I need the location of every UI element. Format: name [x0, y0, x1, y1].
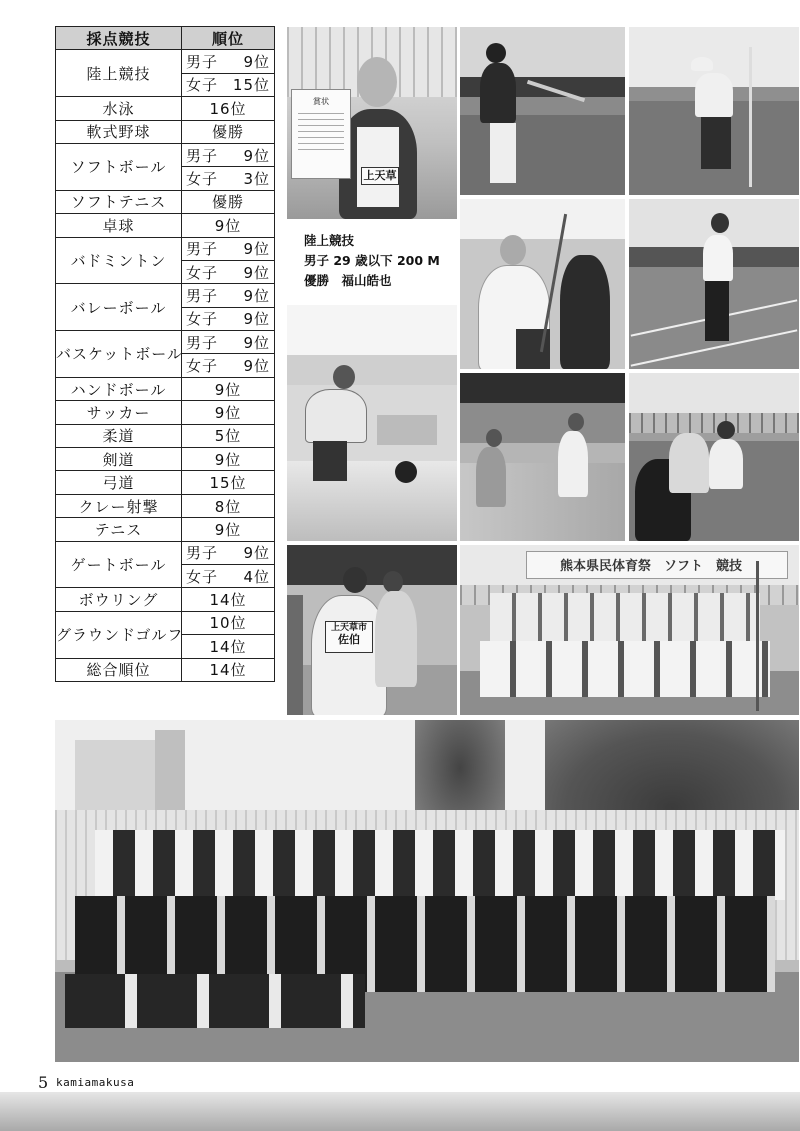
event-name: テニス — [56, 518, 182, 541]
gender-label: 女子 — [185, 170, 218, 189]
event-name: 総合順位 — [56, 658, 182, 681]
runner-bib: 上天草 — [361, 167, 399, 185]
gender-rank-cell — [182, 167, 275, 190]
rank-value: 9位 — [243, 544, 270, 563]
certificate: 賞状 — [291, 89, 351, 179]
gender-rank-cell — [182, 331, 275, 354]
event-name: ボウリング — [56, 588, 182, 611]
gender-rank-cell — [182, 284, 275, 307]
table-row — [56, 588, 275, 611]
rank-value: 5位 — [182, 424, 275, 447]
magazine-name: kamiamakusa — [56, 1076, 135, 1089]
footer-band — [0, 1092, 800, 1131]
table-row — [56, 237, 275, 260]
table-row — [56, 471, 275, 494]
table-row — [56, 331, 275, 354]
table-row — [56, 401, 275, 424]
event-name: 弓道 — [56, 471, 182, 494]
gender-label: 女子 — [185, 76, 218, 95]
rank-value: 9位 — [243, 263, 270, 282]
event-name: 剣道 — [56, 448, 182, 471]
rank-value: 10位 — [182, 611, 275, 634]
table-row — [56, 50, 275, 73]
gender-label: 男子 — [185, 333, 218, 352]
rank-value: 14位 — [182, 658, 275, 681]
photo-athlete-certificate — [287, 27, 457, 219]
results-table — [55, 26, 275, 682]
photo-caption — [287, 221, 457, 305]
rank-value: 15位 — [232, 76, 270, 95]
caption-event: 陸上競技 — [304, 233, 355, 248]
gender-label: 男子 — [185, 286, 218, 305]
gender-label: 女子 — [185, 263, 218, 282]
table-row — [56, 214, 275, 237]
rank-value: 9位 — [182, 518, 275, 541]
event-name: ソフトテニス — [56, 190, 182, 213]
rank-value: 9位 — [243, 310, 270, 329]
table-row — [56, 120, 275, 143]
gender-rank-cell — [182, 541, 275, 564]
rank-value: 8位 — [182, 494, 275, 517]
rank-value: 9位 — [182, 214, 275, 237]
event-name: グラウンドゴルフ — [56, 611, 182, 658]
gender-rank-cell — [182, 564, 275, 587]
table-row — [56, 448, 275, 471]
rank-value: 9位 — [182, 401, 275, 424]
event-name: バスケットボール — [56, 331, 182, 378]
photo-baseball-batter — [460, 27, 625, 195]
gender-rank-cell — [182, 260, 275, 283]
event-name: ゲートボール — [56, 541, 182, 588]
table-row — [56, 284, 275, 307]
gender-label: 男子 — [185, 544, 218, 563]
rank-value: 14位 — [182, 588, 275, 611]
photo-badminton — [460, 373, 625, 541]
rank-value: 優勝 — [182, 120, 275, 143]
gender-rank-cell — [182, 237, 275, 260]
rank-value: 9位 — [243, 146, 270, 165]
table-row — [56, 541, 275, 564]
photo-track-runner — [629, 199, 799, 369]
photo-large-group — [55, 720, 799, 1062]
gender-label: 男子 — [185, 53, 218, 72]
event-name: 卓球 — [56, 214, 182, 237]
table-row — [56, 143, 275, 166]
table-row — [56, 658, 275, 681]
rank-value: 4位 — [243, 567, 270, 586]
caption-winner: 優勝 福山皓也 — [304, 273, 392, 288]
photo-bowling — [287, 305, 457, 541]
rank-value: 9位 — [182, 377, 275, 400]
table-row — [56, 518, 275, 541]
photo-badminton-doubles — [287, 545, 457, 715]
gender-label: 男子 — [185, 146, 218, 165]
photo-softball-catcher — [629, 373, 799, 541]
event-name: サッカー — [56, 401, 182, 424]
rank-value: 9位 — [182, 448, 275, 471]
rank-value: 15位 — [182, 471, 275, 494]
gender-rank-cell — [182, 307, 275, 330]
rank-value: 9位 — [243, 357, 270, 376]
rank-value: 14位 — [182, 635, 275, 658]
rank-value: 3位 — [243, 170, 270, 189]
table-row — [56, 611, 275, 634]
gender-label: 女子 — [185, 310, 218, 329]
gender-rank-cell — [182, 50, 275, 73]
table-row — [56, 190, 275, 213]
rank-value: 9位 — [243, 53, 270, 72]
table-row — [56, 377, 275, 400]
page-number: 5 — [38, 1073, 49, 1092]
event-name: クレー射撃 — [56, 494, 182, 517]
rank-value: 9位 — [243, 333, 270, 352]
gender-rank-cell — [182, 354, 275, 377]
rank-value: 9位 — [243, 286, 270, 305]
header-event: 採点競技 — [56, 27, 182, 50]
gender-label: 女子 — [185, 357, 218, 376]
gender-rank-cell — [182, 73, 275, 96]
event-name: ハンドボール — [56, 377, 182, 400]
table-row — [56, 97, 275, 120]
event-name: 陸上競技 — [56, 50, 182, 97]
table-row — [56, 424, 275, 447]
header-rank: 順位 — [182, 27, 275, 50]
event-name: バドミントン — [56, 237, 182, 284]
table-header-row — [56, 27, 275, 50]
event-name: 水泳 — [56, 97, 182, 120]
rank-value: 9位 — [243, 240, 270, 259]
gender-rank-cell — [182, 143, 275, 166]
event-name: ソフトボール — [56, 143, 182, 190]
event-name: 軟式野球 — [56, 120, 182, 143]
gender-label: 男子 — [185, 240, 218, 259]
badminton-bib: 上天草市 佐伯 — [325, 621, 373, 653]
table-row — [56, 494, 275, 517]
event-name: 柔道 — [56, 424, 182, 447]
photo-team-group: 熊本県民体育祭 ソフト 競技 — [460, 545, 799, 715]
caption-category: 男子 29 歳以下 200 M — [304, 253, 440, 268]
event-name: バレーボール — [56, 284, 182, 331]
rank-value: 16位 — [182, 97, 275, 120]
photo-ground-golf — [629, 27, 799, 195]
rank-value: 優勝 — [182, 190, 275, 213]
photo-archery — [460, 199, 625, 369]
gender-label: 女子 — [185, 567, 218, 586]
